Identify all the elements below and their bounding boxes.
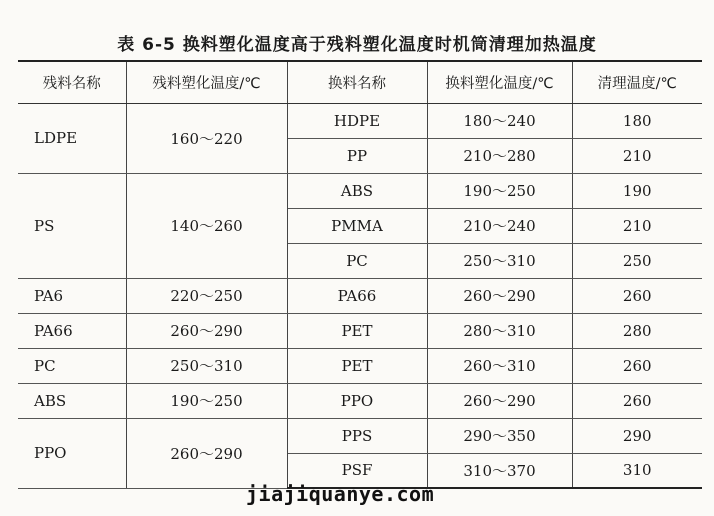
new-material-cell: PA66 xyxy=(287,278,427,313)
header-new-material-temp: 换料塑化温度/℃ xyxy=(427,61,572,103)
table-container xyxy=(18,60,702,489)
new-material-temp-cell: 260～310 xyxy=(427,348,572,383)
new-material-cell: PC xyxy=(287,243,427,278)
cleaning-temp-cell: 280 xyxy=(572,313,702,348)
cleaning-temp-cell: 250 xyxy=(572,243,702,278)
header-cleaning-temp: 清理温度/℃ xyxy=(572,61,702,103)
table-title: 表 6-5 换料塑化温度高于残料塑化温度时机筒清理加热温度 xyxy=(117,35,597,55)
new-material-temp-cell: 210～240 xyxy=(427,208,572,243)
residual-name-cell: LDPE xyxy=(18,103,126,173)
header-new-material: 换料名称 xyxy=(287,61,427,103)
new-material-temp-cell: 180～240 xyxy=(427,103,572,138)
residual-name-cell: PA6 xyxy=(18,278,126,313)
residual-name-cell: PA66 xyxy=(18,313,126,348)
new-material-cell: PSF xyxy=(287,453,427,488)
residual-temp-cell: 220～250 xyxy=(126,278,287,313)
cleaning-temp-cell: 210 xyxy=(572,138,702,173)
new-material-temp-cell: 250～310 xyxy=(427,243,572,278)
cleaning-temp-cell: 260 xyxy=(572,348,702,383)
new-material-temp-cell: 190～250 xyxy=(427,173,572,208)
new-material-temp-cell: 290～350 xyxy=(427,418,572,453)
residual-name-cell: PPO xyxy=(18,418,126,488)
residual-temp-cell: 260～290 xyxy=(126,418,287,488)
new-material-temp-cell: 310～370 xyxy=(427,453,572,488)
residual-name-cell: PS xyxy=(18,173,126,278)
new-material-cell: PP xyxy=(287,138,427,173)
residual-name-cell: PC xyxy=(18,348,126,383)
new-material-cell: PMMA xyxy=(287,208,427,243)
residual-name-cell: ABS xyxy=(18,383,126,418)
new-material-temp-cell: 260～290 xyxy=(427,278,572,313)
table-row xyxy=(18,418,702,453)
header-residual-temp: 残料塑化温度/℃ xyxy=(126,61,287,103)
table-row xyxy=(18,173,702,208)
residual-temp-cell: 190～250 xyxy=(126,383,287,418)
watermark-text: jiajiquanye.com xyxy=(246,482,435,506)
table-body xyxy=(18,103,702,488)
table-row xyxy=(18,348,702,383)
new-material-cell: ABS xyxy=(287,173,427,208)
cleaning-temperature-table xyxy=(18,60,702,489)
new-material-cell: PET xyxy=(287,348,427,383)
new-material-temp-cell: 260～290 xyxy=(427,383,572,418)
table-row xyxy=(18,313,702,348)
cleaning-temp-cell: 180 xyxy=(572,103,702,138)
residual-temp-cell: 160～220 xyxy=(126,103,287,173)
cleaning-temp-cell: 310 xyxy=(572,453,702,488)
new-material-cell: PET xyxy=(287,313,427,348)
new-material-temp-cell: 280～310 xyxy=(427,313,572,348)
cleaning-temp-cell: 290 xyxy=(572,418,702,453)
new-material-cell: HDPE xyxy=(287,103,427,138)
new-material-temp-cell: 210～280 xyxy=(427,138,572,173)
header-residual-name: 残料名称 xyxy=(18,61,126,103)
residual-temp-cell: 140～260 xyxy=(126,173,287,278)
residual-temp-cell: 250～310 xyxy=(126,348,287,383)
cleaning-temp-cell: 260 xyxy=(572,278,702,313)
new-material-cell: PPS xyxy=(287,418,427,453)
residual-temp-cell: 260～290 xyxy=(126,313,287,348)
table-header-row xyxy=(18,61,702,103)
table-row xyxy=(18,278,702,313)
table-row xyxy=(18,383,702,418)
cleaning-temp-cell: 260 xyxy=(572,383,702,418)
cleaning-temp-cell: 210 xyxy=(572,208,702,243)
cleaning-temp-cell: 190 xyxy=(572,173,702,208)
table-row xyxy=(18,103,702,138)
new-material-cell: PPO xyxy=(287,383,427,418)
